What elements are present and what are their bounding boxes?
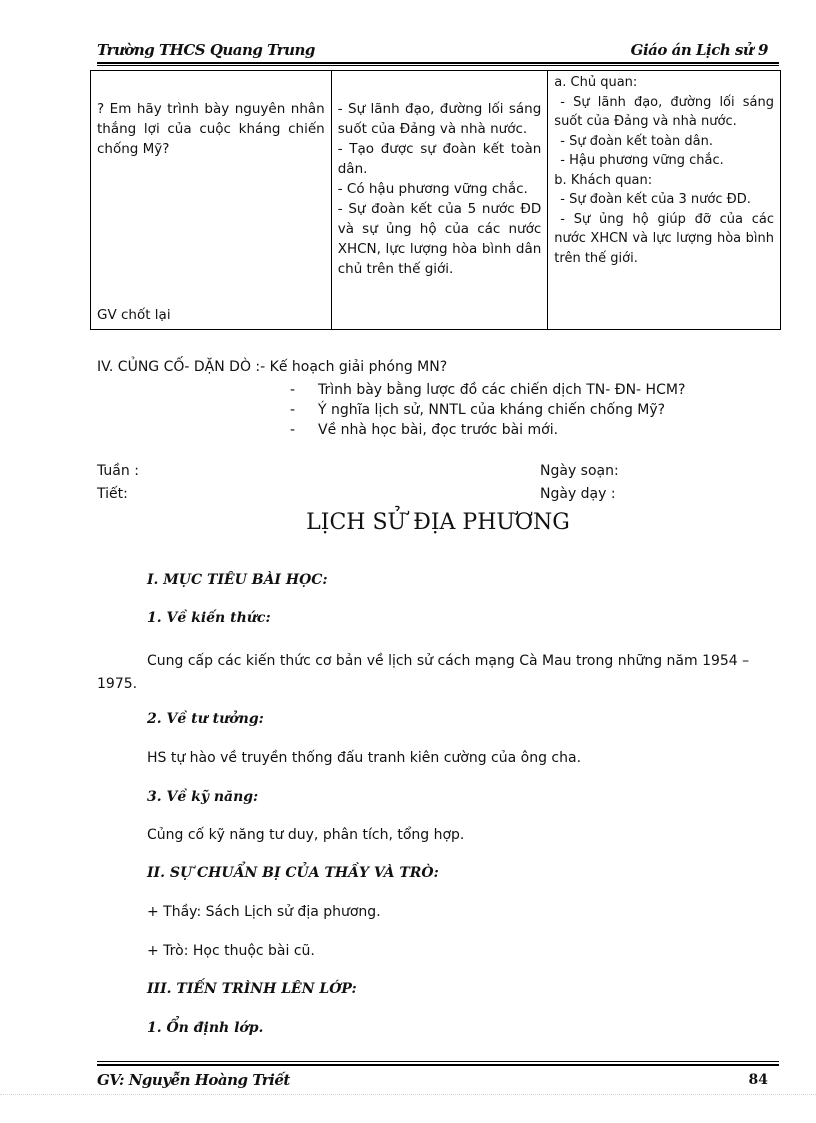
prepared-date-label: Ngày soạn: — [540, 463, 619, 479]
header-rule — [97, 62, 779, 64]
list-item: - Ý nghĩa lịch sử, NNTL của kháng chiến chống Mỹ? — [290, 402, 666, 418]
section-prep: II. SỰ CHUẨN BỊ CỦA THẦY VÀ TRÒ: — [147, 865, 439, 881]
page-title: LỊCH SỬ ĐỊA PHƯƠNG — [306, 510, 570, 535]
footer-teacher: GV: Nguyễn Hoàng Triết — [97, 1071, 290, 1089]
summary-line: b. Khách quan: — [554, 172, 653, 188]
lesson-table — [90, 70, 781, 330]
section-skills: 3. Về kỹ năng: — [147, 789, 259, 805]
answer-line: - Tạo được sự đoàn kết toàn dân. — [337, 141, 542, 177]
page-edge-divider — [0, 1094, 816, 1095]
header-school: Trường THCS Quang Trung — [97, 41, 315, 59]
consolidation-heading — [97, 359, 447, 375]
footer-rule-thin — [97, 1061, 779, 1062]
section-stabilize: 1. Ổn định lớp. — [147, 1020, 264, 1036]
period-label: Tiết: — [97, 486, 128, 502]
summary-line: - Sự ủng hộ giúp đỡ của các nước XHCN và lực lượng hòa bình trên thế giới. — [554, 211, 774, 266]
summary-line: - Hậu phương vững chắc. — [560, 153, 724, 168]
list-item: - Trình bày bằng lược đồ các chiến dịch TN- ĐN- HCM? — [290, 382, 686, 398]
summary-cell — [548, 71, 781, 330]
answer-line: - Sự lãnh đạo, đường lối sáng suốt của Đảng và nhà nước. — [337, 101, 542, 137]
knowledge-text: Cung cấp các kiến thức cơ bản về lịch sử cách mạng Cà Mau trong những năm 1954 – 1975. — [97, 653, 750, 692]
consolidation-first: - Kế hoạch giải phóng MN? — [260, 359, 448, 375]
footer-rule — [97, 1064, 779, 1066]
header-subject: Giáo án Lịch sử 9 — [630, 41, 768, 59]
list-item-text: Ý nghĩa lịch sử, NNTL của kháng chiến chống Mỹ? — [318, 402, 666, 418]
skills-text: Củng cố kỹ năng tư duy, phân tích, tổng hợp. — [147, 827, 465, 843]
week-label: Tuần : — [97, 463, 139, 479]
page-number: 84 — [748, 1072, 768, 1088]
header-rule-thin — [97, 65, 779, 66]
section-goals: I. MỤC TIÊU BÀI HỌC: — [147, 572, 328, 588]
list-item: - Về nhà học bài, đọc trước bài mới. — [290, 422, 559, 438]
teacher-note: GV chốt lại — [97, 307, 171, 323]
section-process: III. TIẾN TRÌNH LÊN LỚP: — [147, 981, 357, 997]
summary-line: - Sự lãnh đạo, đường lối sáng suốt của Đảng và nhà nước. — [554, 94, 774, 129]
question-cell — [91, 71, 332, 330]
answer-cell — [331, 71, 548, 330]
summary-line: - Sự đoàn kết của 3 nước ĐD. — [560, 192, 751, 207]
consolidation-list — [290, 380, 685, 440]
answer-line: - Sự đoàn kết của 5 nước ĐD và sự ủng hộ của các nước XHCN, lực lượng hòa bình dân chủ trên thế giới. — [337, 201, 542, 277]
answer-line: - Có hậu phương vững chắc. — [337, 181, 528, 197]
list-item-text: Về nhà học bài, đọc trước bài mới. — [318, 422, 559, 438]
section-attitude: 2. Về tư tưởng: — [147, 711, 264, 727]
list-item-text: Trình bày bằng lược đồ các chiến dịch TN- ĐN- HCM? — [318, 382, 686, 398]
consolidation-label: IV. CỦNG CỐ- DẶN DÒ : — [97, 359, 261, 375]
taught-date-label: Ngày dạy : — [540, 486, 616, 502]
section-knowledge: 1. Về kiến thức: — [147, 610, 271, 626]
question-text: ? Em hãy trình bày nguyên nhân thắng lợi của cuộc kháng chiến chống Mỹ? — [97, 101, 325, 157]
prep-teacher: + Thầy: Sách Lịch sử địa phương. — [147, 904, 381, 920]
summary-line: a. Chủ quan: — [554, 75, 638, 90]
summary-line: - Sự đoàn kết toàn dân. — [560, 133, 714, 149]
attitude-text: HS tự hào về truyền thống đấu tranh kiên cường của ông cha. — [147, 750, 582, 766]
prep-student: + Trò: Học thuộc bài cũ. — [147, 943, 315, 959]
